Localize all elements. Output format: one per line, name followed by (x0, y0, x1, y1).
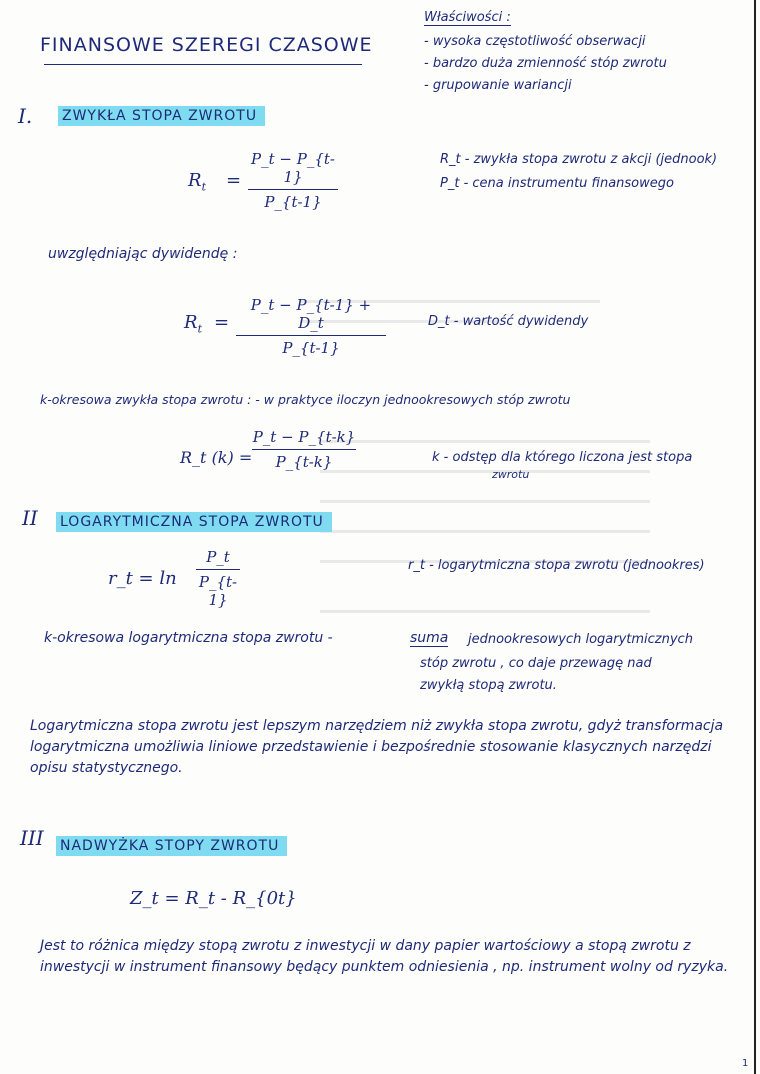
title-underline (44, 64, 362, 65)
show-through-text (320, 610, 650, 613)
show-through-text (320, 470, 650, 473)
log-formula-denominator: P_{t-1} (198, 573, 238, 609)
page-title: FINANSOWE SZEREGI CZASOWE (40, 34, 373, 56)
definition-pt: P_t - cena instrumentu finansowego (440, 176, 674, 191)
section-1-heading: ZWYKŁA STOPA ZWROTU (58, 106, 265, 126)
fraction-bar (248, 189, 338, 190)
k-period-formula-numerator: P_t − P_{t-k} (252, 428, 356, 446)
section-3-heading: NADWYŻKA STOPY ZWROTU (56, 836, 287, 856)
page-edge-line (754, 0, 756, 1074)
fraction-bar (252, 449, 356, 450)
show-through-text (320, 530, 650, 533)
k-period-log-line3: zwykłą stopą zwrotu. (420, 678, 557, 693)
dividend-intro: uwzględniając dywidendę : (48, 246, 238, 262)
page-number: 1 (742, 1058, 749, 1069)
definition-k-cont: zwrotu (492, 468, 530, 481)
k-period-log-rest: jednookresowych logarytmicznych (468, 632, 693, 647)
dividend-formula-equals: = (214, 312, 230, 333)
log-formula-fraction (196, 548, 240, 609)
return-formula-denominator: P_{t-1} (264, 193, 322, 211)
dividend-formula-numerator: P_t − P_{t-1} + D_t (250, 296, 372, 332)
k-period-log-sum: suma (410, 630, 449, 646)
section-1-number: I. (18, 104, 33, 128)
k-period-formula-fraction (252, 428, 356, 471)
show-through-text (320, 500, 650, 503)
k-period-log-line2: stóp zwrotu , co daje przewagę nad (420, 656, 652, 671)
properties-heading: Właściwości : (424, 10, 511, 25)
dividend-formula-lhs: $R_t$ (184, 312, 202, 336)
log-formula-numerator: P_t (206, 548, 230, 566)
log-formula-lhs: r_t = ln (108, 568, 177, 589)
property-item: - grupowanie wariancji (424, 78, 572, 93)
property-item: - bardzo duża zmienność stóp zwrotu (424, 56, 667, 71)
log-return-paragraph: Logarytmiczna stopa zwrotu jest lepszym narzędziem niż zwykła stopa zwrotu, gdyż transformacja logarytmiczna umożliwia liniowe przedstawienie i bezpośrednie stosowanie klasycznych narzędzi opisu statystycznego. (30, 718, 724, 776)
definition-rt-log: r_t - logarytmiczna stopa zwrotu (jednookres) (408, 558, 705, 573)
dividend-formula-fraction (236, 296, 386, 357)
definition-k: k - odstęp dla którego liczona jest stopa (432, 450, 693, 465)
definition-rt: R_t - zwykła stopa zwrotu z akcji (jednook) (440, 152, 718, 167)
fraction-bar (196, 569, 240, 570)
section-2-number: II (22, 506, 38, 530)
return-formula-lhs: $R_t$ (188, 170, 206, 194)
fraction-bar (236, 335, 386, 336)
excess-return-formula: Z_t = R_t - R_{0t} (130, 888, 297, 909)
section-3-number: III (20, 826, 44, 850)
return-formula-fraction (248, 150, 338, 211)
dividend-formula-denominator: P_{t-1} (282, 339, 340, 357)
property-item: - wysoka częstotliwość obserwacji (424, 34, 646, 49)
return-formula-equals: = (226, 170, 242, 191)
definition-dt: D_t - wartość dywidendy (428, 314, 589, 329)
k-period-log-lead: k-okresowa logarytmiczna stopa zwrotu - (44, 630, 333, 646)
excess-return-paragraph: Jest to różnica między stopą zwrotu z inwestycji w dany papier wartościowy a stopą zwrotu z inwestycji w instrument finansowy będący punktem odniesienia , np. instrument wolny od ryzyka. (40, 938, 729, 975)
section-2-heading: LOGARYTMICZNA STOPA ZWROTU (56, 512, 332, 532)
k-period-formula-lhs: R_t (k) = (180, 448, 253, 467)
k-period-formula-denominator: P_{t-k} (275, 453, 333, 471)
show-through-text (320, 440, 650, 443)
k-period-simple-return: k-okresowa zwykła stopa zwrotu : - w praktyce iloczyn jednookresowych stóp zwrotu (40, 392, 571, 407)
return-formula-numerator: P_t − P_{t-1} (251, 150, 335, 186)
